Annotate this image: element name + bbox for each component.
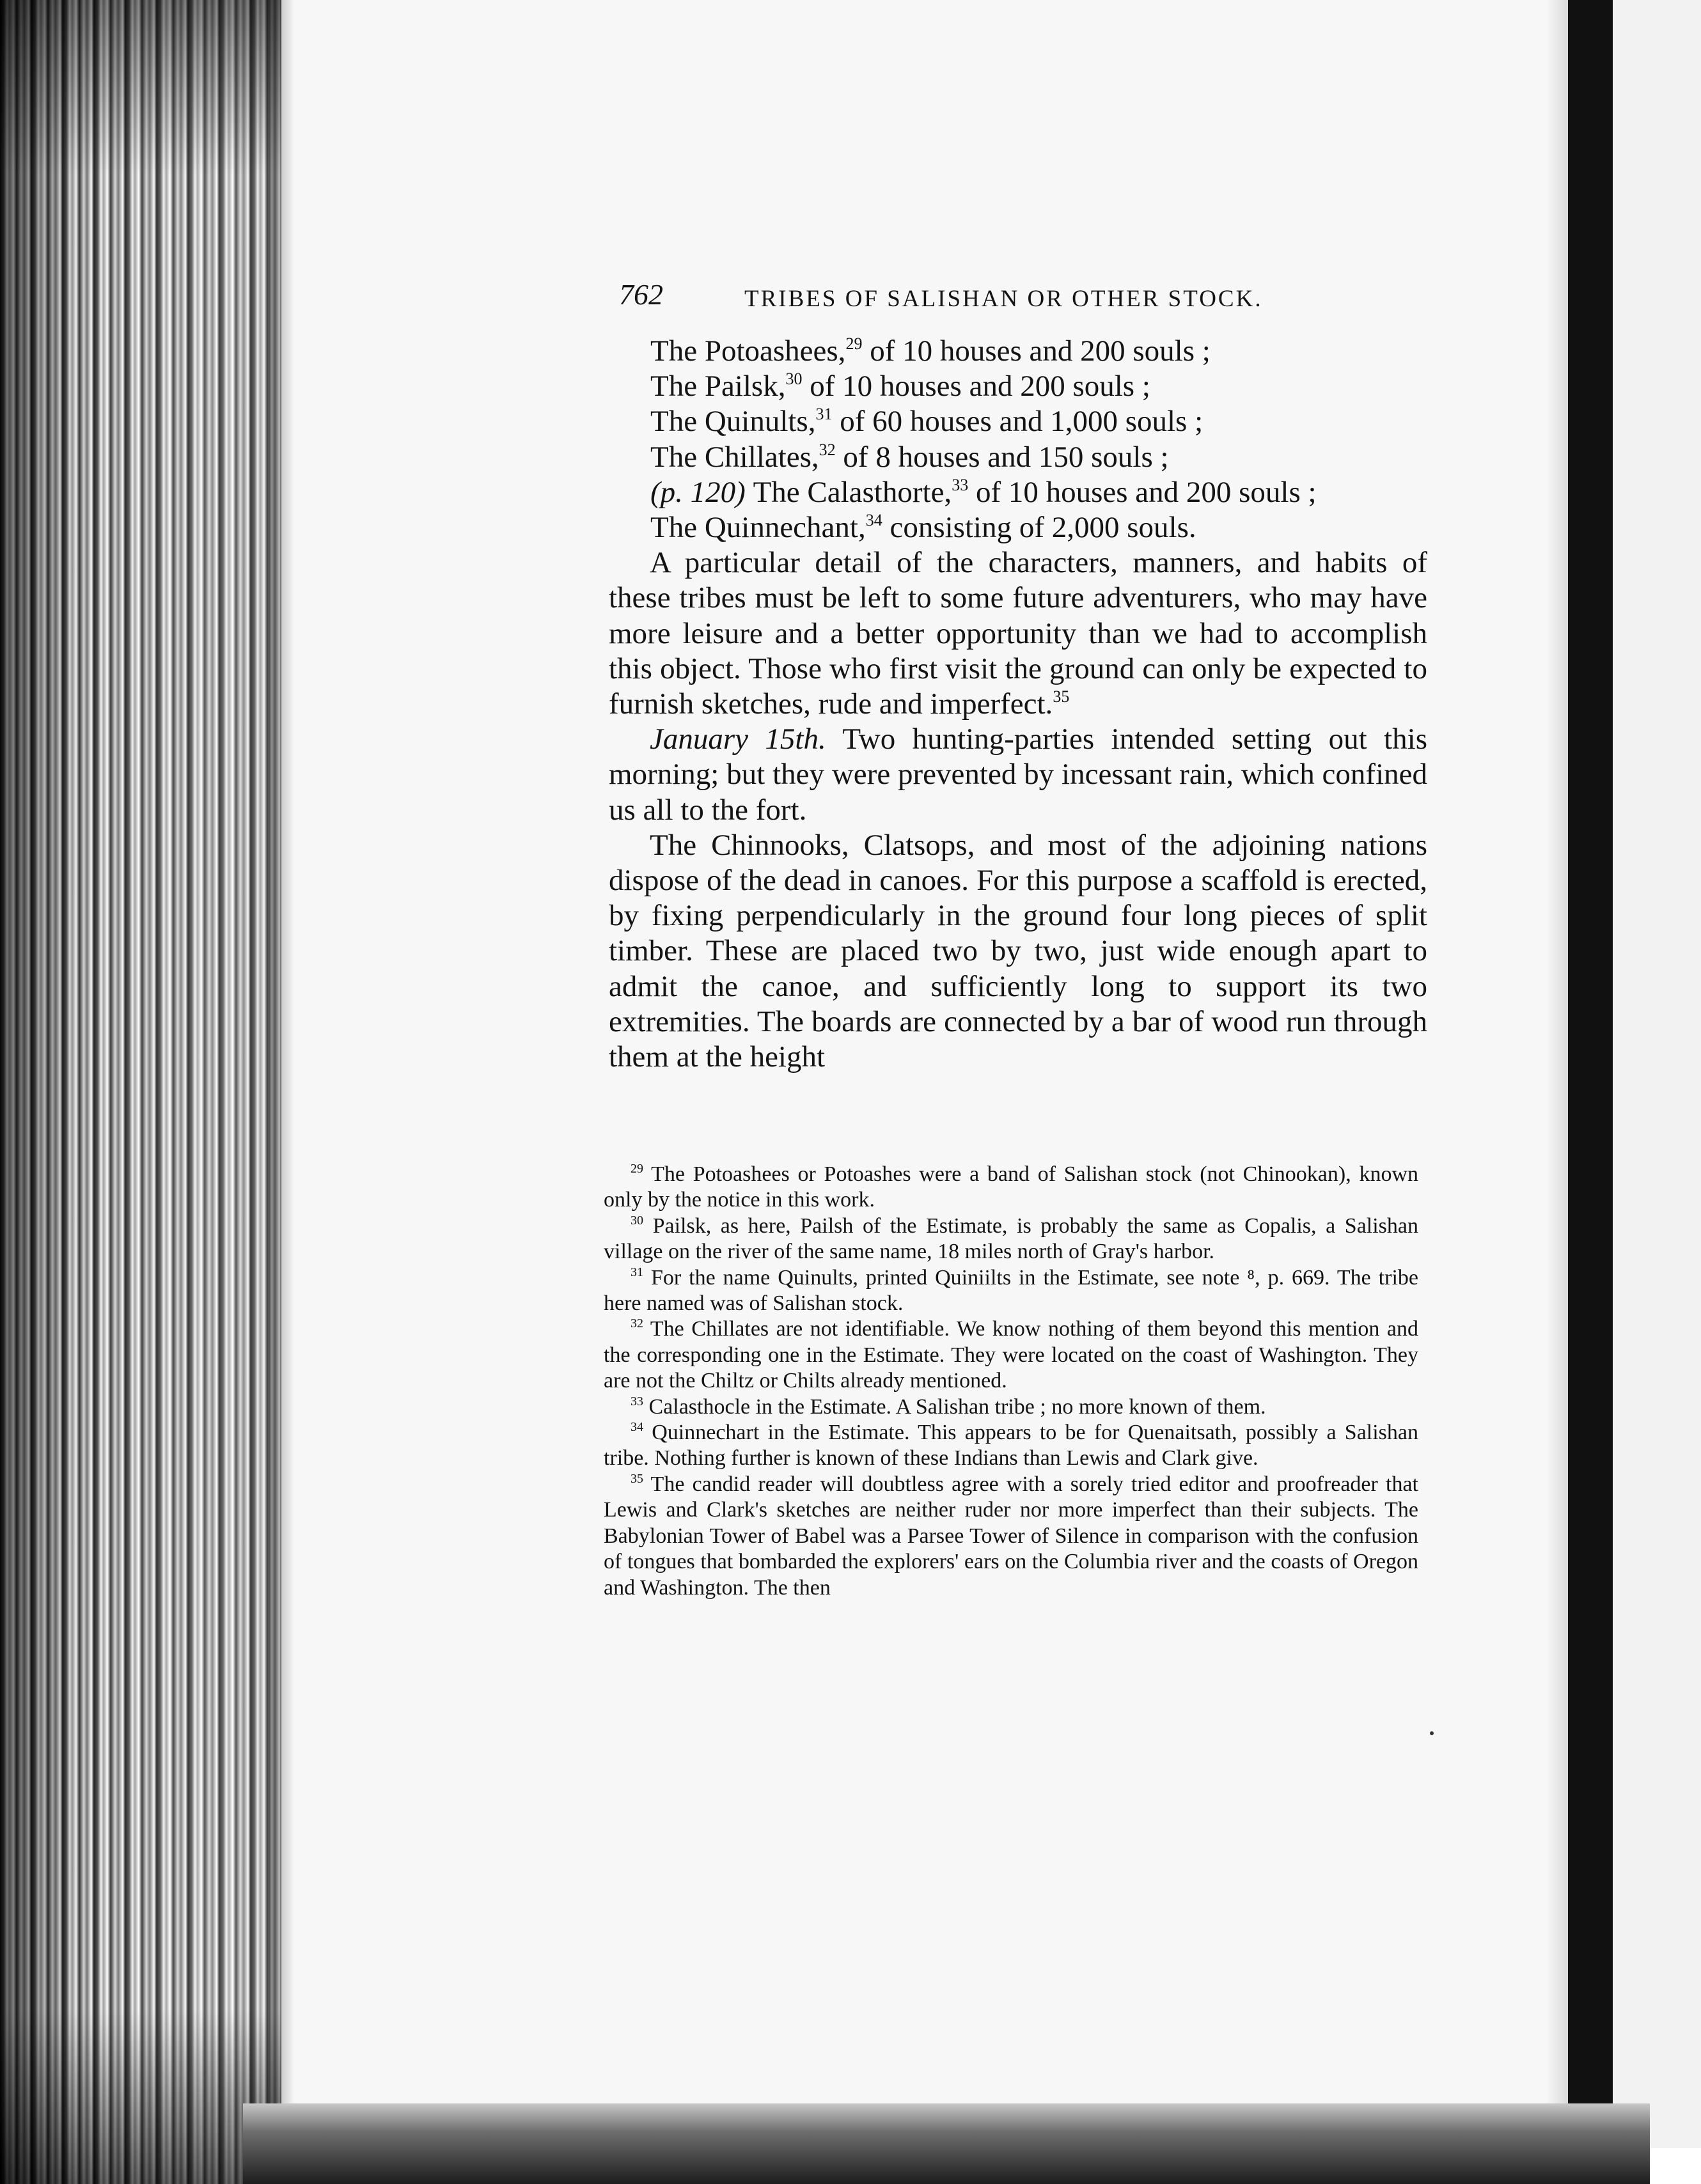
list-item: The Potoashees,$^{29}$ of 10 houses and 200 souls ; (650, 334, 1211, 368)
list-item: The Quinnechant,$^{34}$ consisting of 2,000 souls. (650, 511, 1196, 545)
footnote: $^{30}$ Pailsk, as here, Pailsh of the Estimate, is probably the same as Copalis, a Salishan village on the river of the same name, 18 miles north of Gray's harbor. (604, 1213, 1418, 1264)
running-head: TRIBES OF SALISHAN OR OTHER STOCK. (744, 286, 1263, 312)
paragraph: January 15th. Two hunting-parties intended setting out this morning; but they were prevented by incessant rain, which confined us all to the fort. (609, 722, 1427, 827)
facing-page-edge (1613, 0, 1701, 2148)
dust-speck (1430, 1731, 1434, 1735)
page-number: 762 (619, 278, 663, 311)
footnote-ref: 31 (815, 405, 833, 424)
original-page-marker: (p. 120) (650, 475, 753, 509)
footnotes (604, 1162, 1418, 1601)
paragraph: A particular detail of the characters, manners, and habits of these tribes must be left to some future adventurers, who may have more leisure and a better opportunity than we had to accomplish this object. Those who first visit the ground can only be expected to furnish sketches, rude and imperfect.$^{35}$ (609, 546, 1427, 721)
footnote: $^{34}$ Quinnechart in the Estimate. This appears to be for Quenaitsath, possibly a Salishan tribe. Nothing further is known of these Indians than Lewis and Clark give. (604, 1420, 1418, 1470)
book-gutter (1568, 0, 1613, 2135)
footnote: $^{29}$ The Potoashees or Potoashes were a band of Salishan stock (not Chinookan), known only by the notice in this work. (604, 1162, 1418, 1212)
tribes-list (609, 334, 1427, 545)
gutter-highlight (1546, 0, 1568, 2110)
footnote-ref: 30 (785, 370, 803, 389)
page-bottom-shadow (243, 2103, 1650, 2184)
body-text (609, 334, 1427, 1075)
paragraph: The Chinnooks, Clatsops, and most of the adjoining nations dispose of the dead in canoes. For this purpose a scaffold is erected, by fixing perpendicularly in the ground four long pieces of split timber. These are placed two by two, just wide enough apart to admit the canoe, and sufficiently long to support its two extremities. The boards are connected by a bar of wood run through them at the height (609, 828, 1427, 1074)
list-item: The Pailsk,$^{30}$ of 10 houses and 200 souls ; (650, 370, 1150, 403)
footnote-ref: 34 (865, 511, 882, 530)
footnote-ref: 35 (1053, 687, 1070, 706)
page-edge-shadow (269, 0, 294, 2184)
page-header (619, 277, 1310, 322)
list-item: (p. 120) The Calasthorte,$^{33}$ of 10 houses and 200 souls ; (650, 475, 1317, 509)
list-item: The Chillates,$^{32}$ of 8 houses and 150 souls ; (650, 440, 1169, 474)
footnote-ref: 33 (952, 475, 969, 494)
footnote: $^{31}$ For the name Quinults, printed Quiniilts in the Estimate, see note ⁸, p. 669. The tribe here named was of Salishan stock. (604, 1265, 1418, 1316)
footnote-ref: 32 (819, 440, 836, 459)
footnote: $^{32}$ The Chillates are not identifiable. We know nothing of them beyond this mention and the corresponding one in the Estimate. They were located on the coast of Washington. They are not the Chiltz or Chilts already mentioned. (604, 1316, 1418, 1393)
list-item: The Quinults,$^{31}$ of 60 houses and 1,000 souls ; (650, 405, 1203, 439)
book-fore-edge (0, 0, 281, 2184)
footnote-ref: 29 (845, 334, 863, 353)
footnote: $^{33}$ Calasthocle in the Estimate. A Salishan tribe ; no more known of them. (631, 1394, 1266, 1419)
date-heading: January 15th. (650, 722, 826, 756)
footnote: $^{35}$ The candid reader will doubtless agree with a sorely tried editor and proofreader that Lewis and Clark's sketches are neither ruder nor more imperfect than their subjects. The Babylonian Tower of Babel was a Parsee Tower of Silence in comparison with the confusion of tongues that bombarded the explorers' ears on the Columbia river and the coasts of Oregon and Washington. The then (604, 1471, 1418, 1600)
